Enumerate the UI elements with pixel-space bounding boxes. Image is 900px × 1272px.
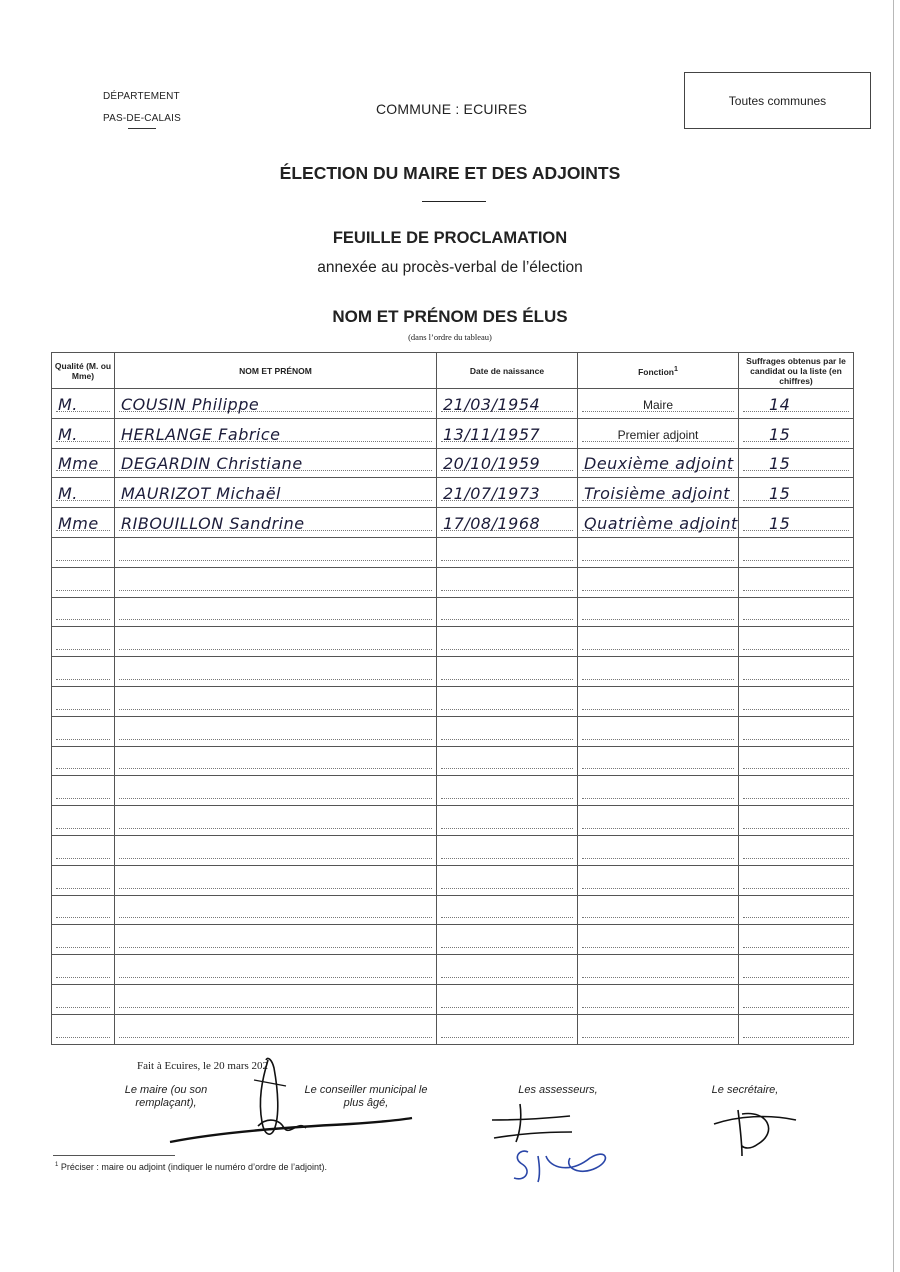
cell-suffrages [739, 389, 854, 419]
table-row [52, 686, 854, 716]
dotted-guide [56, 560, 110, 561]
qualite-value: M. [58, 424, 78, 444]
cell-date [437, 448, 578, 478]
cell-nom [115, 597, 437, 627]
table-row [52, 865, 854, 895]
dotted-guide [582, 888, 734, 889]
cell-nom [115, 776, 437, 806]
cell-suffrages [739, 448, 854, 478]
dotted-guide [743, 500, 849, 501]
table-row [52, 537, 854, 567]
cell-fonction [578, 597, 739, 627]
qualite-value: M. [58, 484, 78, 504]
dotted-guide [119, 739, 432, 740]
dotted-guide [119, 798, 432, 799]
dotted-guide [56, 947, 110, 948]
dotted-guide [441, 977, 573, 978]
cell-nom [115, 1014, 437, 1044]
cell-qualite [52, 627, 115, 657]
dotted-guide [743, 1037, 849, 1038]
cell-fonction [578, 537, 739, 567]
dotted-guide [119, 1007, 432, 1008]
cell-date [437, 627, 578, 657]
departement-name: PAS-DE-CALAIS [103, 113, 181, 124]
cell-qualite [52, 776, 115, 806]
dotted-guide [743, 1007, 849, 1008]
dotted-guide [441, 1007, 573, 1008]
cell-date [437, 686, 578, 716]
dotted-guide [441, 768, 573, 769]
table-row [52, 835, 854, 865]
dotted-guide [441, 709, 573, 710]
dotted-guide [582, 679, 734, 680]
dotted-guide [743, 917, 849, 918]
dotted-guide [441, 917, 573, 918]
ordre-note: (dans l’ordre du tableau) [408, 332, 492, 342]
communes-box [684, 72, 871, 129]
col-header-date: Date de naissance [437, 353, 578, 389]
dotted-guide [582, 828, 734, 829]
cell-date [437, 597, 578, 627]
dotted-guide [119, 709, 432, 710]
dotted-guide [56, 679, 110, 680]
table-row [52, 478, 854, 508]
table-row [52, 418, 854, 448]
table-row [52, 984, 854, 1014]
cell-suffrages [739, 925, 854, 955]
cell-suffrages [739, 806, 854, 836]
cell-nom [115, 835, 437, 865]
cell-fonction [578, 657, 739, 687]
cell-suffrages [739, 955, 854, 985]
elus-heading: NOM ET PRÉNOM DES ÉLUS [332, 307, 568, 326]
table-row [52, 925, 854, 955]
cell-qualite [52, 418, 115, 448]
cell-suffrages [739, 686, 854, 716]
cell-nom [115, 955, 437, 985]
cell-fonction [578, 627, 739, 657]
cell-suffrages [739, 508, 854, 538]
table-row [52, 567, 854, 597]
col-header-qualite: Qualité (M. ou Mme) [52, 353, 115, 389]
dotted-guide [56, 977, 110, 978]
cell-qualite [52, 955, 115, 985]
dotted-guide [743, 709, 849, 710]
qualite-value: Mme [58, 513, 99, 533]
table-row [52, 746, 854, 776]
cell-date [437, 806, 578, 836]
dotted-guide [743, 560, 849, 561]
cell-qualite [52, 1014, 115, 1044]
suffrages-value: 15 [769, 424, 791, 444]
cell-qualite [52, 657, 115, 687]
cell-nom [115, 895, 437, 925]
table-row [52, 776, 854, 806]
dotted-guide [56, 917, 110, 918]
signature-assesseurs [480, 1098, 630, 1188]
footnote-divider [53, 1155, 175, 1156]
cell-suffrages [739, 776, 854, 806]
date-value: 21/07/1973 [443, 484, 541, 504]
dotted-guide [582, 1007, 734, 1008]
dotted-guide [743, 590, 849, 591]
cell-fonction [578, 448, 739, 478]
dotted-guide [56, 649, 110, 650]
dotted-guide [582, 977, 734, 978]
dotted-guide [56, 1037, 110, 1038]
cell-date [437, 1014, 578, 1044]
footnote-number: 1 [55, 1162, 59, 1168]
col-header-suffrages: Suffrages obtenus par le candidat ou la liste (en chiffres) [739, 353, 854, 389]
cell-nom [115, 657, 437, 687]
dotted-guide [582, 768, 734, 769]
page-title: ÉLECTION DU MAIRE ET DES ADJOINTS [279, 163, 621, 183]
dotted-guide [56, 888, 110, 889]
dotted-guide [441, 1037, 573, 1038]
dotted-guide [582, 619, 734, 620]
cell-nom [115, 925, 437, 955]
cell-suffrages [739, 537, 854, 567]
dotted-guide [743, 977, 849, 978]
commune-name: COMMUNE : ECUIRES [376, 101, 528, 117]
cell-qualite [52, 806, 115, 836]
title-divider [422, 201, 486, 202]
table-row [52, 895, 854, 925]
suffrages-value: 15 [769, 454, 791, 474]
dotted-guide [441, 560, 573, 561]
signature-secretaire [708, 1102, 808, 1162]
cell-fonction [578, 686, 739, 716]
annex-subtitle: annexée au procès-verbal de l’élection [317, 259, 583, 276]
cell-qualite [52, 835, 115, 865]
cell-qualite [52, 925, 115, 955]
cell-fonction [578, 508, 739, 538]
cell-date [437, 776, 578, 806]
cell-qualite [52, 716, 115, 746]
cell-date [437, 925, 578, 955]
dotted-guide [441, 619, 573, 620]
cell-nom [115, 537, 437, 567]
cell-qualite [52, 508, 115, 538]
page-edge-line [893, 0, 894, 1272]
cell-date [437, 657, 578, 687]
dotted-guide [119, 1037, 432, 1038]
cell-date [437, 418, 578, 448]
cell-suffrages [739, 627, 854, 657]
dotted-guide [582, 560, 734, 561]
cell-fonction [578, 895, 739, 925]
cell-nom [115, 746, 437, 776]
dotted-guide [441, 739, 573, 740]
departement-label: DÉPARTEMENT [103, 91, 180, 102]
dotted-guide [56, 858, 110, 859]
dotted-guide [119, 619, 432, 620]
dotted-guide [743, 619, 849, 620]
cell-nom [115, 448, 437, 478]
cell-suffrages [739, 835, 854, 865]
col-header-nom: NOM ET PRÉNOM [115, 353, 437, 389]
dotted-guide [743, 858, 849, 859]
cell-qualite [52, 865, 115, 895]
cell-fonction [578, 1014, 739, 1044]
dotted-guide [119, 768, 432, 769]
table-row [52, 597, 854, 627]
cell-qualite [52, 448, 115, 478]
dotted-guide [582, 590, 734, 591]
dotted-guide [119, 977, 432, 978]
cell-suffrages [739, 895, 854, 925]
cell-date [437, 567, 578, 597]
cell-nom [115, 627, 437, 657]
table-row [52, 1014, 854, 1044]
cell-fonction [578, 716, 739, 746]
dotted-guide [119, 947, 432, 948]
cell-date [437, 389, 578, 419]
nom-value: COUSIN Philippe [121, 394, 260, 414]
signature-label-maire: Le maire (ou son remplaçant), [124, 1084, 208, 1109]
dotted-guide [582, 917, 734, 918]
cell-fonction [578, 984, 739, 1014]
col-header-fonction [578, 353, 739, 389]
footnote [55, 1162, 327, 1172]
cell-fonction [578, 746, 739, 776]
communes-box-label: Toutes communes [728, 93, 827, 108]
dotted-guide [441, 828, 573, 829]
cell-date [437, 955, 578, 985]
fonction-value: Deuxième adjoint [584, 454, 734, 474]
table-row [52, 448, 854, 478]
cell-fonction [578, 925, 739, 955]
footnote-marker: 1 [673, 365, 678, 374]
cell-date [437, 895, 578, 925]
dotted-guide [743, 679, 849, 680]
table-row [52, 955, 854, 985]
dotted-guide [743, 470, 849, 471]
table-row [52, 657, 854, 687]
suffrages-value: 15 [769, 513, 791, 533]
dotted-guide [119, 679, 432, 680]
departement-block [103, 86, 181, 130]
dotted-guide [119, 828, 432, 829]
dotted-guide [743, 441, 849, 442]
cell-fonction [578, 835, 739, 865]
dotted-guide [582, 947, 734, 948]
departement-divider [128, 128, 156, 129]
col-header-fonction-label: Fonction [638, 366, 674, 377]
cell-nom [115, 865, 437, 895]
fonction-value: Maire [642, 397, 673, 412]
cell-qualite [52, 597, 115, 627]
dotted-guide [582, 709, 734, 710]
table-row [52, 806, 854, 836]
dotted-guide [56, 619, 110, 620]
suffrages-value: 15 [769, 484, 791, 504]
dotted-guide [119, 560, 432, 561]
dotted-guide [56, 828, 110, 829]
dotted-guide [56, 590, 110, 591]
cell-fonction [578, 389, 739, 419]
cell-fonction [578, 776, 739, 806]
dotted-guide [119, 917, 432, 918]
dotted-guide [441, 649, 573, 650]
sheet-title: FEUILLE DE PROCLAMATION [332, 229, 568, 247]
dotted-guide [582, 739, 734, 740]
table-row [52, 508, 854, 538]
dotted-guide [441, 888, 573, 889]
dotted-guide [743, 828, 849, 829]
cell-suffrages [739, 418, 854, 448]
cell-nom [115, 508, 437, 538]
cell-fonction [578, 418, 739, 448]
cell-qualite [52, 389, 115, 419]
dotted-guide [743, 649, 849, 650]
cell-nom [115, 418, 437, 448]
footnote-text: Préciser : maire ou adjoint (indiquer le numéro d’ordre de l’adjoint). [60, 1162, 327, 1172]
dotted-guide [743, 798, 849, 799]
nom-value: MAURIZOT Michaël [121, 484, 281, 504]
dotted-guide [119, 590, 432, 591]
dotted-guide [743, 888, 849, 889]
dotted-guide [743, 739, 849, 740]
elus-table [51, 352, 854, 1045]
cell-nom [115, 567, 437, 597]
cell-suffrages [739, 984, 854, 1014]
qualite-value: Mme [58, 454, 99, 474]
cell-nom [115, 806, 437, 836]
dotted-guide [441, 590, 573, 591]
signature-label-conseiller: Le conseiller municipal le plus âgé, [304, 1084, 428, 1109]
dotted-guide [56, 1007, 110, 1008]
dotted-guide [582, 1037, 734, 1038]
table-body [52, 389, 854, 1045]
cell-date [437, 984, 578, 1014]
dotted-guide [743, 530, 849, 531]
cell-date [437, 865, 578, 895]
dotted-guide [56, 798, 110, 799]
cell-qualite [52, 567, 115, 597]
dotted-guide [441, 798, 573, 799]
cell-fonction [578, 955, 739, 985]
cell-date [437, 835, 578, 865]
cell-nom [115, 716, 437, 746]
cell-fonction [578, 865, 739, 895]
date-value: 17/08/1968 [443, 513, 541, 533]
signature-label-assesseurs: Les assesseurs, [518, 1084, 598, 1096]
cell-nom [115, 984, 437, 1014]
cell-date [437, 716, 578, 746]
cell-suffrages [739, 597, 854, 627]
cell-fonction [578, 806, 739, 836]
dotted-guide [582, 858, 734, 859]
fonction-value: Troisième adjoint [584, 484, 731, 504]
fonction-value: Quatrième adjoint [584, 513, 738, 533]
date-value: 13/11/1957 [443, 424, 541, 444]
date-value: 20/10/1959 [443, 454, 541, 474]
dotted-guide [441, 947, 573, 948]
cell-date [437, 746, 578, 776]
cell-suffrages [739, 746, 854, 776]
cell-suffrages [739, 865, 854, 895]
cell-suffrages [739, 478, 854, 508]
fonction-value: Premier adjoint [617, 427, 699, 442]
cell-date [437, 478, 578, 508]
dotted-guide [582, 649, 734, 650]
dotted-guide [743, 768, 849, 769]
cell-nom [115, 389, 437, 419]
dotted-guide [119, 858, 432, 859]
nom-value: DEGARDIN Christiane [121, 454, 303, 474]
nom-value: RIBOUILLON Sandrine [121, 513, 305, 533]
dotted-guide [56, 739, 110, 740]
cell-nom [115, 686, 437, 716]
suffrages-value: 14 [769, 394, 791, 414]
cell-date [437, 537, 578, 567]
dotted-guide [56, 709, 110, 710]
cell-date [437, 508, 578, 538]
date-value: 21/03/1954 [443, 394, 541, 414]
table-row [52, 389, 854, 419]
dotted-guide [119, 888, 432, 889]
cell-qualite [52, 895, 115, 925]
cell-fonction [578, 567, 739, 597]
dotted-guide [119, 649, 432, 650]
table-row [52, 627, 854, 657]
dotted-guide [441, 679, 573, 680]
dotted-guide [56, 768, 110, 769]
table-row [52, 716, 854, 746]
cell-suffrages [739, 567, 854, 597]
cell-qualite [52, 686, 115, 716]
table-header-row [52, 353, 854, 389]
nom-value: HERLANGE Fabrice [121, 424, 281, 444]
qualite-value: M. [58, 394, 78, 414]
dotted-guide [441, 858, 573, 859]
cell-qualite [52, 537, 115, 567]
cell-qualite [52, 478, 115, 508]
cell-fonction [578, 478, 739, 508]
fait-a-line: Fait à Ecuires, le 20 mars 202 [137, 1060, 269, 1072]
cell-qualite [52, 746, 115, 776]
cell-nom [115, 478, 437, 508]
dotted-guide [743, 411, 849, 412]
cell-suffrages [739, 1014, 854, 1044]
dotted-guide [743, 947, 849, 948]
cell-suffrages [739, 716, 854, 746]
signature-label-secretaire: Le secrétaire, [711, 1084, 779, 1096]
cell-qualite [52, 984, 115, 1014]
dotted-guide [582, 798, 734, 799]
cell-suffrages [739, 657, 854, 687]
signature-maire [150, 1050, 430, 1150]
